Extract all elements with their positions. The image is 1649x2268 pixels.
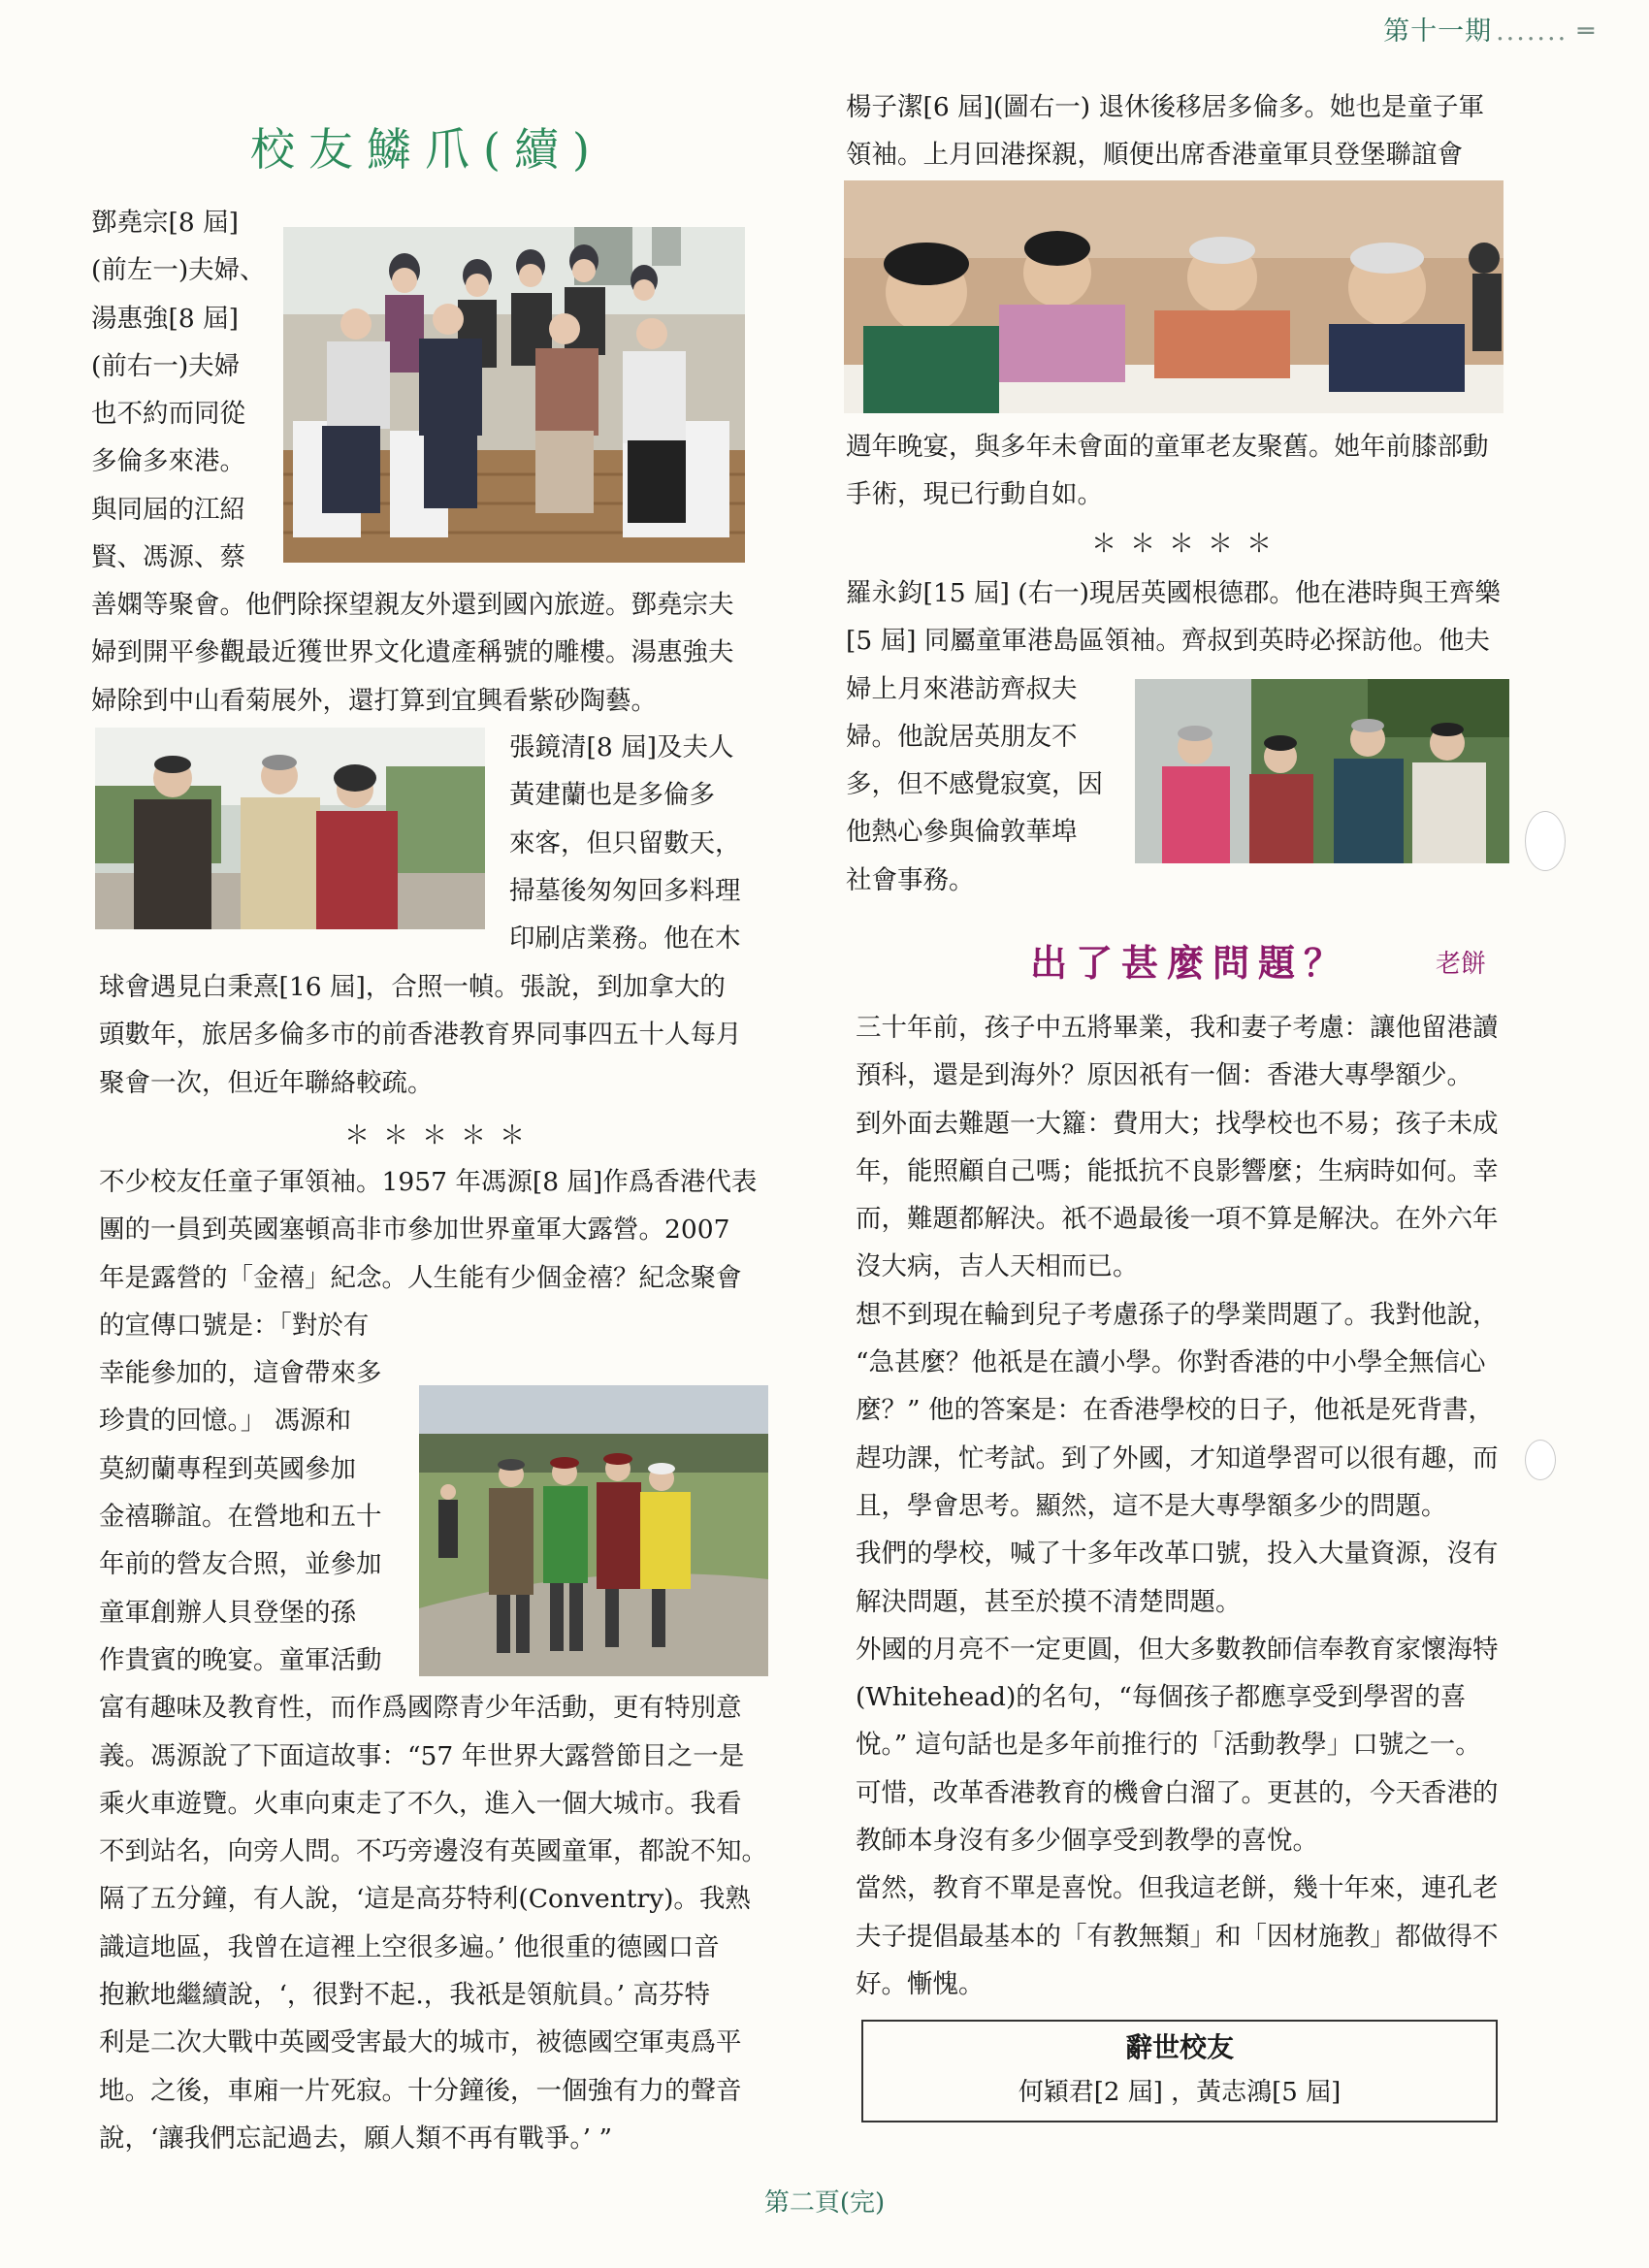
issue-number [1383,10,1596,48]
binder-hole-icon [1525,1440,1556,1480]
paragraph-scout-jubilee: 不少校友任童子軍領袖。1957 年馮源[8 屆]作爲香港代表 團的一員到英國塞頓高非市參加世界童軍大露營。2007 年是露營的「金禧」紀念。人生能有少個金禧？紀念聚會 的宣傳口號是：「對於有 幸能參加的，這會帶來多 珍貴的回憶。」 馮源和 莫紉蘭專程到英國參加 金禧聯誼。在營地和五十 年前的營友合照，並參加 童軍創辦人貝登堡的孫 作貴賓的晚宴。童軍活動 富有趣味及教育性，而作爲國際青少年活動，更有特別意 義。馮源說了下面這故事：“57 年世界大露營節目之一是 乘火車遊覽。火車向東走了不久，進入一個大城市。我看 不到站名，向旁人問。不巧旁邊沒有英國童軍，都說不知。 隔了五分鐘，有人說，‘這是高芬特利(Conventry)。我熟 識這地區，我曾在這裡上空很多遍。’ 他很重的德國口音 抱歉地繼續說，‘，很對不起.，我祇是領航員。’ 高芬特 利是二次大戰中英國受害最大的城市，被德國空軍夷爲平 地。之後，車廂一片死寂。十分鐘後，一個強有力的聲音 說，‘讓我們忘記過去，願人類不再有戰爭。’ ” [99,1167,767,2154]
issue-dots-icon: ....... ═ [1496,16,1596,47]
section-divider-stars-right: ＊＊＊＊＊ [1091,530,1286,559]
memorial-box [861,2020,1498,2122]
page-title: 校友鱗爪(續) [250,123,603,176]
memorial-title: 辭世校友 [1124,2031,1234,2063]
photo-three-people [95,728,485,929]
paragraph-scout-leader-return-cont: 週年晚宴，與多年未會面的童軍老友聚舊。她年前膝部動 手術，現已行動自如。 [846,432,1489,510]
paragraph-scout-leader-return: 楊子潔[6 屆](圖右一) 退休後移居多倫多。她也是童子軍 領袖。上月回港探親，順便出席香港童軍貝登堡聯誼會 [846,92,1485,171]
issue-label: 第十一期 [1383,16,1493,47]
page-footer: 第二頁(完) [763,2188,886,2218]
photo-four-people [1135,679,1509,863]
paragraph-kent-resident: 羅永鈞[15 屆] (右一)現居英國根德郡。他在港時與王齊樂 [5 屆] 同屬童軍港島區領袖。齊叔到英時必探訪他。他夫 婦上月來港訪齊叔夫 婦。他說居英朋友不 多，但不感覺寂寞，因 他熱心參與倫敦華埠 社會事務。 [846,578,1501,895]
photo-group-alumni [283,227,745,563]
article-author: 老餅 [1436,950,1487,979]
paragraph-alumni-visit: 鄧堯宗[8 屆] (前左一)夫婦、 湯惠強[8 屆] (前右一)夫婦 也不約而同從 多倫多來港。 與同屆的江紹 賢、馮源、蔡 [91,208,266,573]
memorial-names: 何穎君[2 屆] ，黃志鴻[5 屆] [1018,2078,1342,2107]
paragraph-toronto-visitor-cont: 球會遇見白秉熹[16 屆]，合照一幀。張說，到加拿大的 頭數年，旅居多倫多市的前香港教育界同事四五十人每月 聚會一次，但近年聯絡較疏。 [99,972,742,1098]
article-body: 三十年前，孩子中五將畢業，我和妻子考慮：讓他留港讀 預科，還是到海外？原因祇有一個：香港大專學額少。 到外面去難題一大籮：費用大；找學校也不易；孩子未成 年，能照顧自己嗎；能抵抗不良影響麼；生病時如何。幸 而，難題都解決。祇不過最後一項不算是解決。在外六年 沒大病，吉人天相而已。 想不到現在輪到兒子考慮孫子的學業問題了。我對他說， “急甚麼？他祇是在讀小學。你對香港的中小學全無信心 麼？” 他的答案是：在香港學校的日子，他祇是死背書， 趕功課，忙考試。到了外國，才知道學習可以很有趣，而 且，學會思考。顯然，這不是大專學額多少的問題。 我們的學校，喊了十多年改革口號，投入大量資源，沒有 解決問題，甚至於摸不清楚問題。 外國的月亮不一定更圓，但大多數教師信奉教育家懷海特 (Whitehead)的名句，“每個孩子都應享受到學習的喜 悅。” 這句話也是多年前推行的「活動教學」口號之一。 可惜，改革香港教育的機會白溜了。更甚的，今天香港的 教師本身沒有多少個享受到教學的喜悅。 當然，教育不單是喜悅。但我這老餅，幾十年來，連孔老 夫子提倡最基本的「有教無類」和「因材施教」都做得不 好。慚愧。 [856,1013,1499,1999]
paragraph-alumni-visit-cont: 善嫻等聚會。他們除探望親友外還到國內旅遊。鄧堯宗夫 婦到開平參觀最近獲世界文化遺產稱號的雕樓。湯惠強夫 婦除到中山看菊展外，還打算到宜興看紫砂陶藝。 [91,590,734,716]
photo-scout-banquet [844,180,1504,413]
binder-hole-icon [1525,811,1566,871]
article-title: 出了甚麼問題？ [1030,941,1350,985]
paragraph-toronto-visitor: 張鏡清[8 屆]及夫人 黃建蘭也是多倫多 來客，但只留數天， 掃墓後匆匆回多料理 印刷店業務。他在木 [509,732,741,955]
section-divider-stars: ＊＊＊＊＊ [344,1121,539,1150]
